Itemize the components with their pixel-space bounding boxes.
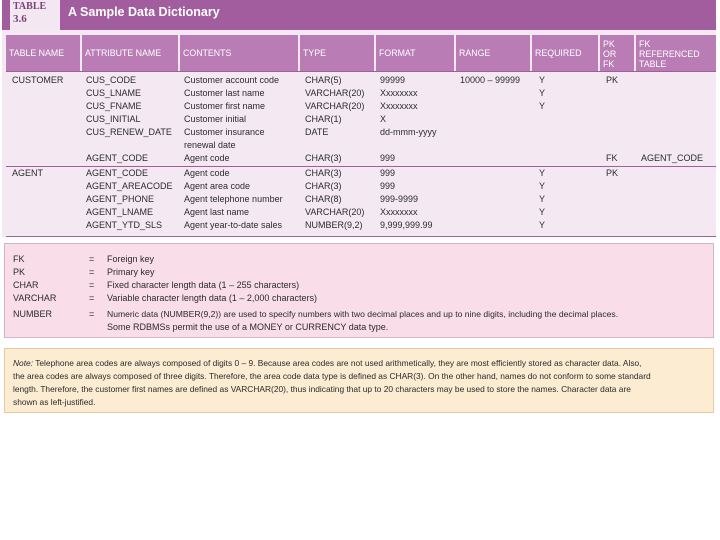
table-number: 3.6 bbox=[13, 13, 27, 25]
cell-type: DATE bbox=[305, 127, 329, 137]
cell-type: NUMBER(9,2) bbox=[305, 220, 363, 230]
cell-pk-fk: PK bbox=[606, 75, 619, 85]
cell-format: dd-mmm-yyyy bbox=[380, 127, 437, 137]
cell-required: Y bbox=[539, 207, 546, 217]
cell-attribute: AGENT_CODE bbox=[86, 153, 149, 163]
col-header-fk-referenced-table bbox=[636, 35, 716, 71]
cell-required: Y bbox=[539, 75, 546, 85]
cell-attribute: CUS_CODE bbox=[86, 75, 137, 85]
cell-contents: Customer insurance bbox=[184, 127, 265, 137]
cell-attribute: AGENT_PHONE bbox=[86, 194, 155, 204]
cell-required: Y bbox=[539, 101, 546, 111]
legend-definition: Some RDBMSs permit the use of a MONEY or CURRENCY data type. bbox=[107, 322, 389, 332]
legend-definition: Fixed character length data (1 – 255 characters) bbox=[107, 280, 300, 290]
cell-format: Xxxxxxxx bbox=[380, 207, 418, 217]
note-text: Telephone area codes are always composed of digits 0 – 9. Because area codes are not used arithmetically, they are most efficiently stored as character data. Also, bbox=[35, 358, 642, 368]
legend-equals: = bbox=[89, 293, 95, 303]
col-header-required: REQUIRED bbox=[532, 35, 598, 71]
cell-required: Y bbox=[539, 220, 546, 230]
col-header-fkref-line1: FK bbox=[639, 39, 651, 49]
table-tag bbox=[10, 0, 60, 30]
col-header-table-name: TABLE NAME bbox=[6, 35, 80, 71]
cell-attribute: AGENT_CODE bbox=[86, 168, 149, 178]
legend-term: PK bbox=[13, 267, 26, 277]
cell-type: CHAR(5) bbox=[305, 75, 342, 85]
cell-format: 999 bbox=[380, 168, 396, 178]
cell-contents: renewal date bbox=[184, 140, 236, 150]
table-label: TABLE bbox=[13, 1, 47, 12]
cell-required: Y bbox=[539, 168, 546, 178]
cell-attribute: CUS_LNAME bbox=[86, 88, 142, 98]
cell-pk-fk: FK bbox=[606, 153, 618, 163]
cell-type: CHAR(1) bbox=[305, 114, 342, 124]
page-title: A Sample Data Dictionary bbox=[68, 5, 220, 19]
col-header-type: TYPE bbox=[300, 35, 374, 71]
cell-fk-ref: AGENT_CODE bbox=[641, 153, 704, 163]
cell-format: X bbox=[380, 114, 387, 124]
cell-contents: Agent last name bbox=[184, 207, 250, 217]
cell-contents: Agent code bbox=[184, 168, 230, 178]
cell-pk-fk: PK bbox=[606, 168, 619, 178]
col-header-pk-line1: PK bbox=[603, 39, 615, 49]
legend-definition: Numeric data (NUMBER(9,2)) are used to specify numbers with two decimal places and up to nine digits, including the decimal places. bbox=[107, 309, 619, 319]
cell-contents: Customer account code bbox=[184, 75, 280, 85]
legend-equals: = bbox=[89, 280, 95, 290]
title-bar bbox=[2, 0, 716, 30]
cell-type: CHAR(3) bbox=[305, 181, 342, 191]
cell-type: CHAR(3) bbox=[305, 153, 342, 163]
cell-contents: Agent code bbox=[184, 153, 230, 163]
cell-contents: Agent telephone number bbox=[184, 194, 283, 204]
col-header-pk-line3: FK bbox=[603, 59, 615, 69]
col-header-attribute-name: ATTRIBUTE NAME bbox=[82, 35, 178, 71]
legend-definition: Foreign key bbox=[107, 254, 155, 264]
table-name-agent: AGENT bbox=[12, 168, 44, 178]
cell-format: 999-9999 bbox=[380, 194, 419, 204]
note-box bbox=[4, 348, 714, 413]
legend-term: FK bbox=[13, 254, 25, 264]
cell-required: Y bbox=[539, 194, 546, 204]
col-header-contents: CONTENTS bbox=[180, 35, 298, 71]
cell-attribute: CUS_FNAME bbox=[86, 101, 142, 111]
cell-format: Xxxxxxxx bbox=[380, 101, 418, 111]
legend-term: VARCHAR bbox=[13, 293, 57, 303]
cell-contents: Agent year-to-date sales bbox=[184, 220, 283, 230]
note-line bbox=[13, 357, 705, 370]
col-header-fkref-line2: REFERENCED bbox=[639, 49, 700, 59]
cell-attribute: AGENT_YTD_SLS bbox=[86, 220, 163, 230]
cell-contents: Agent area code bbox=[184, 181, 251, 191]
cell-type: VARCHAR(20) bbox=[305, 101, 365, 111]
cell-required: Y bbox=[539, 88, 546, 98]
cell-attribute: CUS_RENEW_DATE bbox=[86, 127, 172, 137]
cell-type: CHAR(3) bbox=[305, 168, 342, 178]
cell-attribute: AGENT_AREACODE bbox=[86, 181, 173, 191]
cell-type: VARCHAR(20) bbox=[305, 88, 365, 98]
note-label: Note: bbox=[13, 358, 34, 368]
cell-attribute: AGENT_LNAME bbox=[86, 207, 154, 217]
legend-definition: Variable character length data (1 – 2,000 characters) bbox=[107, 293, 317, 303]
cell-contents: Customer initial bbox=[184, 114, 247, 124]
cell-format: 999 bbox=[380, 181, 396, 191]
col-header-pk-or-fk bbox=[600, 35, 634, 71]
cell-range: 10000 – 99999 bbox=[460, 75, 521, 85]
note-line: the area codes are always composed of three digits. Therefore, the area code data type is defined as CHAR(3). On the other hand, names do not conform to some standard bbox=[13, 371, 651, 381]
header-separator bbox=[6, 71, 716, 72]
cell-contents: Customer first name bbox=[184, 101, 266, 111]
cell-format: 999 bbox=[380, 153, 396, 163]
cell-type: CHAR(8) bbox=[305, 194, 342, 204]
legend-equals: = bbox=[89, 254, 95, 264]
cell-attribute: CUS_INITIAL bbox=[86, 114, 141, 124]
table-bottom-rule bbox=[6, 236, 716, 237]
note-line: length. Therefore, the customer first names are defined as VARCHAR(20), thus indicating that up to 20 characters may be used to store the names. Character data are bbox=[13, 384, 631, 394]
col-header-format: FORMAT bbox=[376, 35, 454, 71]
legend-equals: = bbox=[89, 267, 95, 277]
cell-format: 99999 bbox=[380, 75, 406, 85]
table-name-customer: CUSTOMER bbox=[12, 75, 64, 85]
note-line: shown as left-justified. bbox=[13, 397, 96, 407]
legend-definition: Primary key bbox=[107, 267, 155, 277]
col-header-pk-line2: OR bbox=[603, 49, 617, 59]
abbreviation-legend bbox=[4, 243, 714, 338]
cell-type: VARCHAR(20) bbox=[305, 207, 365, 217]
legend-term: NUMBER bbox=[13, 309, 53, 319]
cell-required: Y bbox=[539, 181, 546, 191]
cell-contents: Customer last name bbox=[184, 88, 265, 98]
legend-equals: = bbox=[89, 309, 95, 319]
col-header-fkref-line3: TABLE bbox=[639, 59, 667, 69]
legend-term: CHAR bbox=[13, 280, 39, 290]
col-header-range: RANGE bbox=[456, 35, 530, 71]
cell-format: 9,999,999.99 bbox=[380, 220, 433, 230]
cell-format: Xxxxxxxx bbox=[380, 88, 418, 98]
